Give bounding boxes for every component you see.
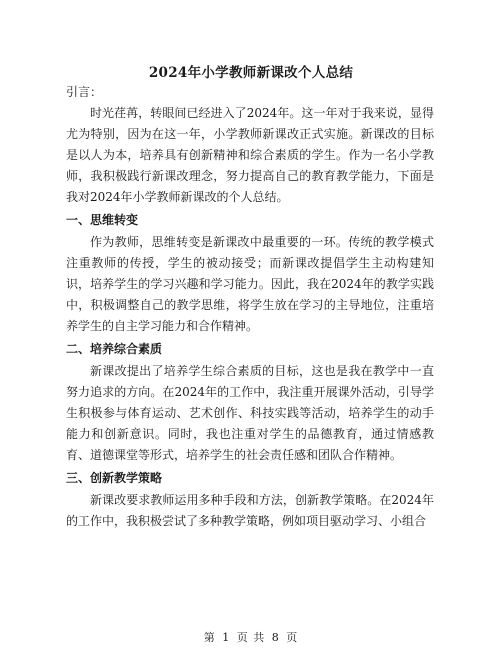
section-paragraph-thinking: 作为教师，思维转变是新课改中最重要的一环。传统的教学模式注重教师的传授，学生的被动接受；而新课改提倡学生主动构建知识，培养学生的学习兴趣和学习能力。因此，我在2024年的教学实践中，积极调整自己的教学思维，将学生放在学习的主导地位，注重培养学生的自主学习能力和合作精神。 — [66, 235, 434, 333]
footer-total-pages: 8 — [271, 631, 280, 644]
footer-prefix: 第 — [203, 631, 216, 644]
document-body — [66, 82, 434, 532]
page-footer — [0, 629, 502, 645]
section-heading-quality: 二、培养综合素质 — [66, 342, 163, 356]
section-paragraph-strategy: 新课改要求教师运用多种手段和方法，创新教学策略。在2024年的工作中，我积极尝试了多种教学策略，例如项目驱动学习、小组合 — [66, 493, 434, 528]
intro-label: 引言： — [66, 85, 103, 99]
footer-middle: 页 共 — [236, 631, 266, 644]
footer-suffix: 页 — [286, 631, 299, 644]
section-paragraph-quality: 新课改提出了培养学生综合素质的目标，这也是我在教学中一直努力追求的方向。在2024年的工作中，我注重开展课外活动，引导学生积极参与体育运动、艺术创作、科技实践等活动，培养学生的动手能力和创新意识。同时，我也注重对学生的品德教育，通过情感教育、道德课堂等形式，培养学生的社会责任感和团队合作精神。 — [66, 364, 434, 462]
section-heading-thinking: 一、思维转变 — [66, 213, 139, 227]
section-heading-strategy: 三、创新教学策略 — [66, 471, 163, 485]
document-title: 2024年小学教师新课改个人总结 — [148, 65, 354, 81]
footer-current-page: 1 — [222, 631, 231, 644]
intro-paragraph: 时光荏苒，转眼间已经进入了2024年。这一年对于我来说，显得尤为特别，因为在这一年，小学教师新课改正式实施。新课改的目标是以人为本，培养具有创新精神和综合素质的学生。作为一名小学教师，我积极践行新课改理念，努力提高自己的教育教学能力，下面是我对2024年小学教师新课改的个人总结。 — [66, 106, 434, 204]
